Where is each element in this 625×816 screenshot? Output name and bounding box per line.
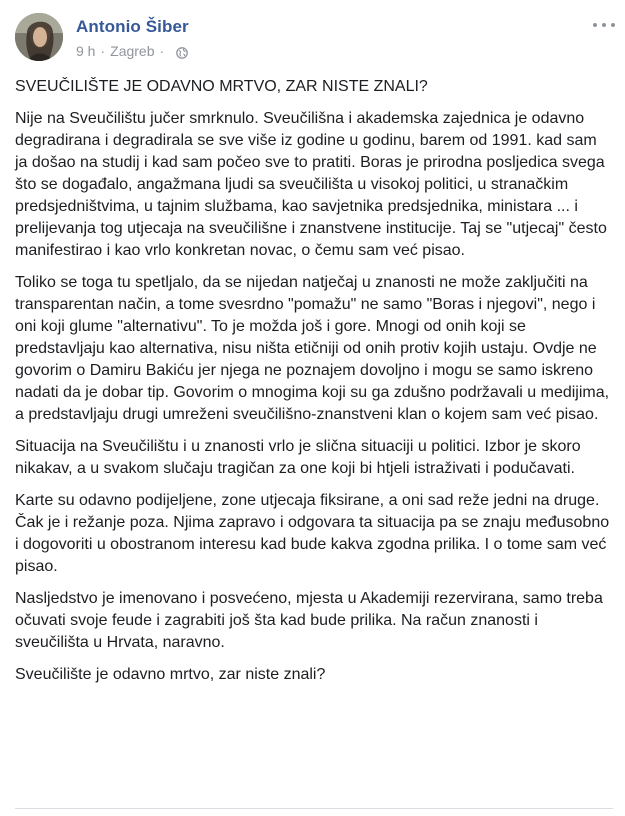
meta-separator: ·	[100, 43, 106, 59]
more-dot	[593, 23, 597, 27]
meta-separator-2: ·	[159, 43, 165, 59]
post-paragraph: Nasljedstvo je imenovano i posvećeno, mjesta u Akademiji rezervirana, samo treba očuvati svoje feude i zagrabiti još šta kad bude prilika. Na račun znanosti i sveučilišta u Hrvata, naravno.	[15, 590, 603, 651]
avatar-photo-icon	[15, 13, 63, 61]
post-title: SVEUČILIŠTE JE ODAVNO MRTVO, ZAR NISTE ZNALI?	[15, 78, 428, 95]
post-header	[15, 13, 615, 65]
post-paragraph: Situacija na Sveučilištu i u znanosti vrlo je slična situaciji u politici. Izbor je skoro nikakav, a u svakom slučaju tragičan za one koji bi htjeli istraživati i podučavati.	[15, 438, 581, 477]
post-meta	[76, 43, 188, 59]
post-divider	[15, 808, 613, 809]
more-dot	[611, 23, 615, 27]
author-name[interactable]: Antonio Šiber	[76, 17, 189, 36]
post-paragraph: Toliko se toga tu spetljalo, da se nijedan natječaj u znanosti ne može zaključiti na transparentan način, a tome svesrdno "pomažu" ne samo "Boras i njegovi", nego i oni koji glume "alternativu". To je možda još i gore. Mnogi od onih koji se predstavljaju kao alternativa, nisu ništa etičniji od onih protiv kojih ustaju. Ovdje ne govorim o Damiru Bakiću jer njega ne poznajem dovoljno i mogu se samo iskreno nadati da je dobar tip. Govorim o mnogima koji su ga zdušno podržavali u medijima, a predstavljaju drugi umreženi sveučilišno-znanstveni klan o kojem sam već pisao.	[15, 274, 610, 423]
avatar[interactable]	[15, 13, 63, 61]
post-paragraph: Nije na Sveučilištu jučer smrknulo. Sveučilišna i akademska zajednica je odavno degradirana i degradirala se sve više iz godine u godinu, barem od 1991. kad sam ja došao na studij i kad sam počeo sve to pratiti. Boras je prirodna posljedica svega što se događalo, angažmana ljudi sa sveučilišta u visokoj politici, u stranačkim predsjedništvima, u tajnim službama, kao savjetnika predsjednika, ministara ... i prelijevanja tog utjecaja na sveučilišne i znanstvene institucije. Taj se "utjecaj" često manifestirao i kao vrlo konkretan novac, o čemu sam već pisao.	[15, 110, 607, 259]
more-dot	[602, 23, 606, 27]
globe-icon[interactable]	[176, 46, 188, 58]
post-time[interactable]: 9 h	[76, 43, 96, 59]
post-location[interactable]: Zagreb	[110, 43, 155, 59]
post-paragraph: Karte su odavno podijeljene, zone utjecaja fiksirane, a oni sad reže jedni na druge. Čak je i režanje poza. Njima zapravo i odgovara ta situacija pa se znaju međusobno i dogovoriti u obostranom interesu kad bude kakva zgodna prilika. I o tome sam već pisao.	[15, 492, 610, 575]
more-options-icon[interactable]	[593, 19, 615, 31]
post-content	[15, 76, 613, 696]
post-paragraph: Sveučilište je odavno mrtvo, zar niste znali?	[15, 666, 326, 683]
